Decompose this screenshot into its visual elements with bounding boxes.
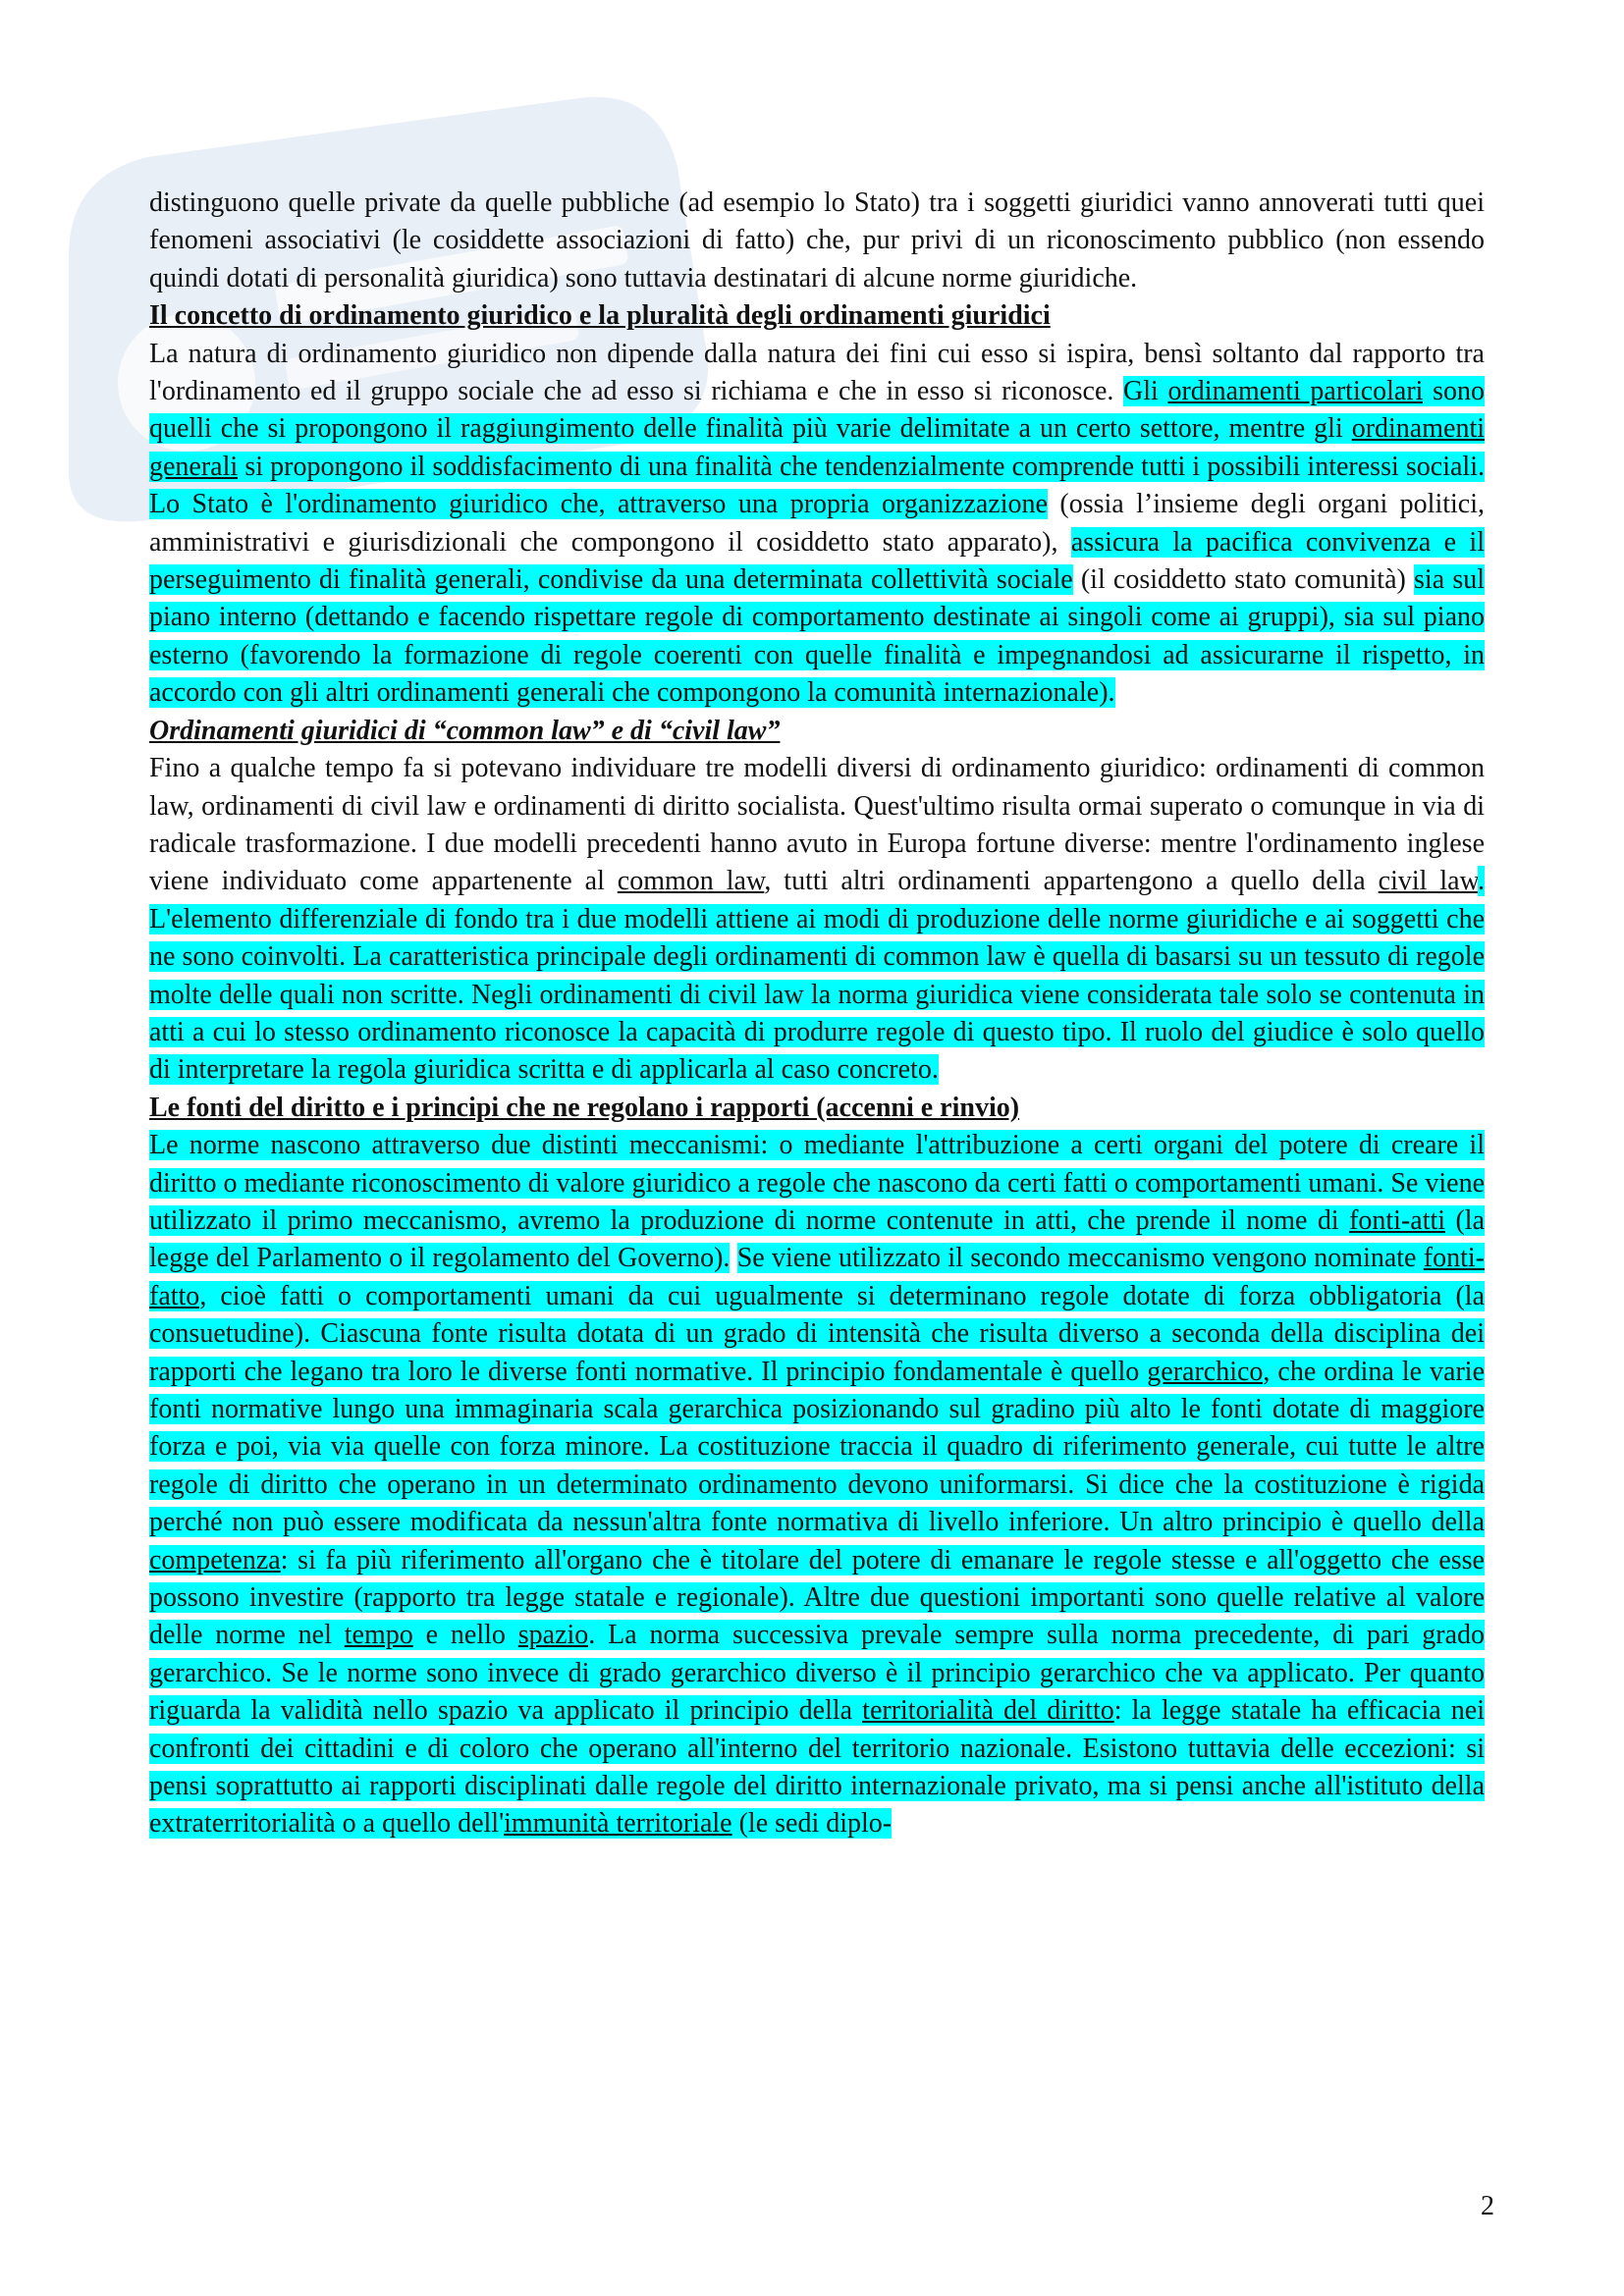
highlight: (la legge del Parlamento o il regolamento del Governo).: [149, 1204, 1486, 1274]
section-heading-fonti-diritto: Le fonti del diritto e i principi che ne regolano i rapporti (accenni e rinvio): [149, 1092, 1020, 1123]
highlight: sia sul piano interno (dettando e facendo rispettare regole di comportamento destinate ai singoli come ai gruppi), sia sul piano esterno (favorendo la formazione di regole coerenti con quelle finalità e impegnandosi ad assicurarne il rispetto, in accordo con gli altri ordinamenti generali che compongono la comunità internazionale).: [149, 564, 1485, 709]
underlined-term: civil law: [1378, 866, 1478, 897]
highlight: e nello: [412, 1620, 518, 1651]
paragraph-common-civil-law: Fino a qualche tempo fa si potevano individuare tre modelli diversi di ordinamento giuridico: ordinamenti di common law, ordinamenti di civil law e ordinamenti di diritto socialista. Quest'ultimo risulta ormai superato o comunque in via di radicale trasformazione. I due modelli precedenti hanno avuto in Europa fortune diverse: mentre l'ordinamento inglese viene individuato come appartenente al common law, tutti altri ordinamenti appartengono a quello della civil law. L'elemento differenziale di fondo tra i due modelli attiene ai modi di produzione delle norme giuridiche e ai soggetti che ne sono coinvolti. La caratteristica principale degli ordinamenti di common law è quella di basarsi su un tessuto di regole molte delle quali non scritte. Negli ordinamenti di civil law la norma giuridica viene considerata tale solo se contenuta in atti a cui lo stesso ordinamento riconosce la capacità di produrre regole di questo tipo. Il ruolo del giudice è solo quello di interpretare la regola giuridica scritta e di applicarla al caso concreto.: [149, 753, 1485, 1086]
highlight: : la legge statale ha efficacia nei confronti dei cittadini e di coloro che operano all'interno del territorio nazionale. Esistono tuttavia delle eccezioni: si pensi soprattutto ai rapporti disciplinati dalle regole del diritto internazionale privato, ma si pensi anche all'istituto della extraterritorialità o a quello dell': [149, 1695, 1486, 1840]
underlined-term: competenza: [149, 1544, 281, 1575]
highlight: Le norme nascono attraverso due distinti meccanismi: o mediante l'attribuzione a certi organi del potere di creare il diritto o mediante riconoscimento di valore giuridico a regole che nascono da certi fatti o comportamenti umani. Se viene utilizzato il primo meccanismo, avremo la produzione di norme contenute in atti, che prende il nome di: [149, 1130, 1485, 1236]
paragraph-ordinamento: La natura di ordinamento giuridico non dipende dalla natura dei fini cui esso si ispira, bensì soltanto dal rapporto tra l'ordinamento ed il gruppo sociale che ad esso si richiama e che in esso si riconosce. Gli ordinamenti particolari sono quelli che si propongono il raggiungimento delle finalità più varie delimitate a un certo settore, mentre gli ordinamenti generali si propongono il soddisfacimento di una finalità che tendenzialmente comprende tutti i possibili interessi sociali. Lo Stato è l'ordinamento giuridico che, attraverso una propria organizzazione (ossia l’insieme degli organi politici, amministrativi e giurisdizionali che compongono il cosiddetto stato apparato), assicura la pacifica convivenza e il perseguimento di finalità generali, condivise da una determinata collettività sociale (il cosiddetto stato comunità) sia sul piano interno (dettando e facendo rispettare regole di comportamento destinate ai singoli come ai gruppi), sia sul piano esterno (favorendo la formazione di regole coerenti con quelle finalità e impegnandosi ad assicurarne il rispetto, in accordo con gli altri ordinamenti generali che compongono la comunità internazionale).: [149, 338, 1486, 709]
underlined-term: tempo: [344, 1620, 413, 1651]
highlight: . L'elemento differenziale di fondo tra i due modelli attiene ai modi di produzione delle norme giuridiche e ai soggetti che ne sono coinvolti. La caratteristica principale degli ordinamenti di common law è quella di basarsi su un tessuto di regole molte delle quali non scritte. Negli ordinamenti di civil law la norma giuridica viene considerata tale solo se contenuta in atti a cui lo stesso ordinamento riconosce la capacità di produrre regole di questo tipo. Il ruolo del giudice è solo quello di interpretare la regola giuridica scritta e di applicarla al caso concreto.: [149, 866, 1485, 1086]
underlined-term: fonti-fatto: [149, 1243, 1485, 1311]
underlined-term: ordinamenti generali: [149, 413, 1485, 482]
underlined-term: common law: [617, 866, 765, 897]
underlined-term: spazio: [517, 1620, 589, 1651]
section-heading-ordinamento: Il concetto di ordinamento giuridico e la pluralità degli ordinamenti giuridici: [149, 300, 1051, 332]
underlined-term: gerarchico: [1147, 1356, 1264, 1387]
highlight: assicura la pacifica convivenza e il perseguimento di finalità generali, condivise da una determinata collettività sociale: [149, 526, 1485, 596]
highlight: : si fa più riferimento all'organo che è titolare del potere di emanare le regole stesse e all'oggetto che esse possono investire (rapporto tra legge statale e regionale). Altre due questioni importanti sono quelle relative al valore delle norme nel: [149, 1544, 1485, 1651]
intro-paragraph: distinguono quelle private da quelle pubbliche (ad esempio lo Stato) tra i soggetti giuridici vanno annoverati tutti quei fenomeni associativi (le cosiddette associazioni di fatto) che, pur privi di un riconoscimento pubblico (non essendo quindi dotati di personalità giuridica) sono tuttavia destinatari di alcune norme giuridiche.: [149, 187, 1485, 294]
section-heading-common-civil-law: Ordinamenti giuridici di “common law” e di “civil law”: [149, 715, 781, 746]
underlined-term: territorialità del diritto: [862, 1695, 1114, 1727]
highlight: si propongono il soddisfacimento di una finalità che tendenzialmente comprende tutti i possibili interessi sociali. Lo Stato è l'ordinamento giuridico che, attraverso una propria organizzazione: [149, 451, 1485, 520]
page-number: 2: [1481, 2191, 1494, 2221]
document-body: [149, 185, 1485, 1843]
highlight: Se viene utilizzato il secondo meccanismo vengono nominate: [736, 1243, 1424, 1274]
highlight: . La norma successiva prevale sempre sulla norma precedente, di pari grado gerarchico. Se le norme sono invece di grado gerarchico diverso è il principio gerarchico che va applicato. Per quanto riguarda la validità nello spazio va applicato il principio della: [149, 1620, 1486, 1727]
highlight: , cioè fatti o comportamenti umani da cui ugualmente si determinano regole dotate di forza obbligatoria (la consuetudine). Ciascuna fonte risulta dotata di un grado di intensità che risulta diverso a seconda della disciplina dei rapporti che legano tra loro le diverse fonti normative. Il principio fondamentale è quello: [149, 1280, 1485, 1387]
underlined-term: fonti-atti: [1349, 1204, 1446, 1236]
highlight: Gli: [1123, 376, 1168, 407]
underlined-term: ordinamenti particolari: [1167, 376, 1424, 407]
highlight: (le sedi diplo-: [731, 1808, 893, 1840]
paragraph-fonti-diritto: [149, 1127, 1485, 1843]
highlight: , che ordina le varie fonti normative lungo una immaginaria scala gerarchica posizionando sul gradino più alto le fonti dotate di maggiore forza e poi, via via quelle con forza minore. La costituzione traccia il quadro di riferimento generale, cui tutte le altre regole di diritto che operano in un determinato ordinamento devono uniformarsi. Si dice che la costituzione è rigida perché non può essere modificata da nessun'altra fonte normativa di livello inferiore. Un altro principio è quello della: [149, 1356, 1485, 1538]
highlight: sono quelli che si propongono il raggiungimento delle finalità più varie delimitate a un certo settore, mentre gli: [149, 376, 1486, 445]
underlined-term: immunità territoriale: [504, 1808, 732, 1840]
